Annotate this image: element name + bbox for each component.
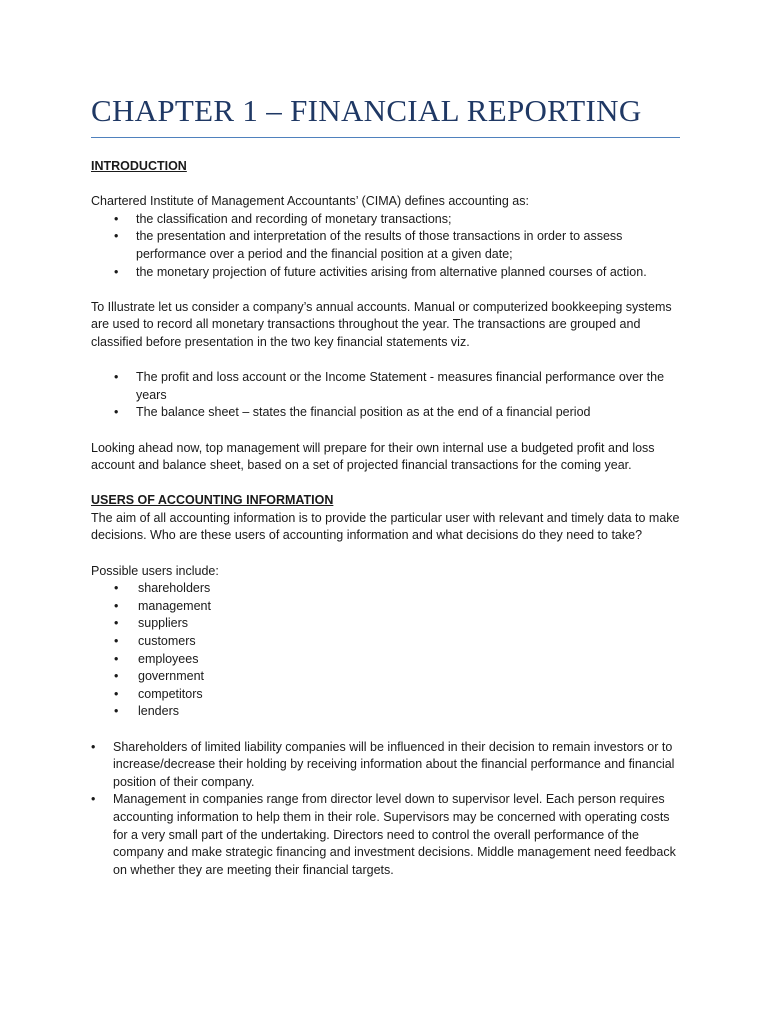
looking-ahead-paragraph: Looking ahead now, top management will prepare for their own internal use a budgeted profit and loss account and balance sheet, based on a set of projected financial transactions for the coming year.: [91, 440, 655, 473]
statements-list: [91, 369, 681, 422]
list-item: • the classification and recording of monetary transactions;: [91, 211, 681, 229]
title-divider: [91, 137, 680, 138]
list-item: • suppliers: [91, 615, 681, 633]
aim-paragraph: The aim of all accounting information is to provide the particular user with relevant and timely data to make decisions. Who are these users of accounting information and what decisions do they need to take?: [91, 510, 680, 543]
list-item: • Management in companies range from director level down to supervisor level. Each person requires accounting information to help them in their role. Supervisors may be concerned with operating costs for a very small part of the undertaking. Directors need to control the overall performance of the company and make strategic financing and investment decisions. Middle management need feedback on whether they are meeting their financial targets.: [91, 791, 681, 879]
list-item: • employees: [91, 651, 681, 669]
users-list: [91, 580, 681, 721]
list-item: • shareholders: [91, 580, 681, 598]
list-item: • Shareholders of limited liability companies will be influenced in their decision to remain investors or to increase/decrease their holding by receiving information about the financial performance and financial position of their company.: [91, 739, 681, 792]
list-item: • competitors: [91, 686, 681, 704]
document-body: [91, 158, 681, 879]
list-item: • customers: [91, 633, 681, 651]
list-item: • the monetary projection of future activities arising from alternative planned courses of action.: [91, 264, 681, 282]
users-heading: USERS OF ACCOUNTING INFORMATION: [91, 493, 334, 508]
list-item: • The balance sheet – states the financial position as at the end of a financial period: [91, 404, 681, 422]
definition-intro: Chartered Institute of Management Accountants’ (CIMA) defines accounting as:: [91, 194, 529, 209]
chapter-title: CHAPTER 1 – FINANCIAL REPORTING: [91, 93, 642, 128]
list-item: • management: [91, 598, 681, 616]
illustrate-paragraph: To Illustrate let us consider a company’s annual accounts. Manual or computerized bookkeeping systems are used to record all monetary transactions throughout the year. The transactions are grouped and classified before presentation in the two key financial statements viz.: [91, 299, 672, 349]
introduction-heading: INTRODUCTION: [91, 159, 187, 173]
list-item: • government: [91, 668, 681, 686]
list-item: • The profit and loss account or the Income Statement - measures financial performance over the years: [91, 369, 681, 404]
list-item: • lenders: [91, 703, 681, 721]
user-explanations-list: [91, 739, 681, 880]
list-item: • the presentation and interpretation of the results of those transactions in order to assess performance over a period and the financial position at a given date;: [91, 228, 681, 263]
definition-list: [91, 211, 681, 281]
possible-users-intro: Possible users include:: [91, 563, 219, 578]
